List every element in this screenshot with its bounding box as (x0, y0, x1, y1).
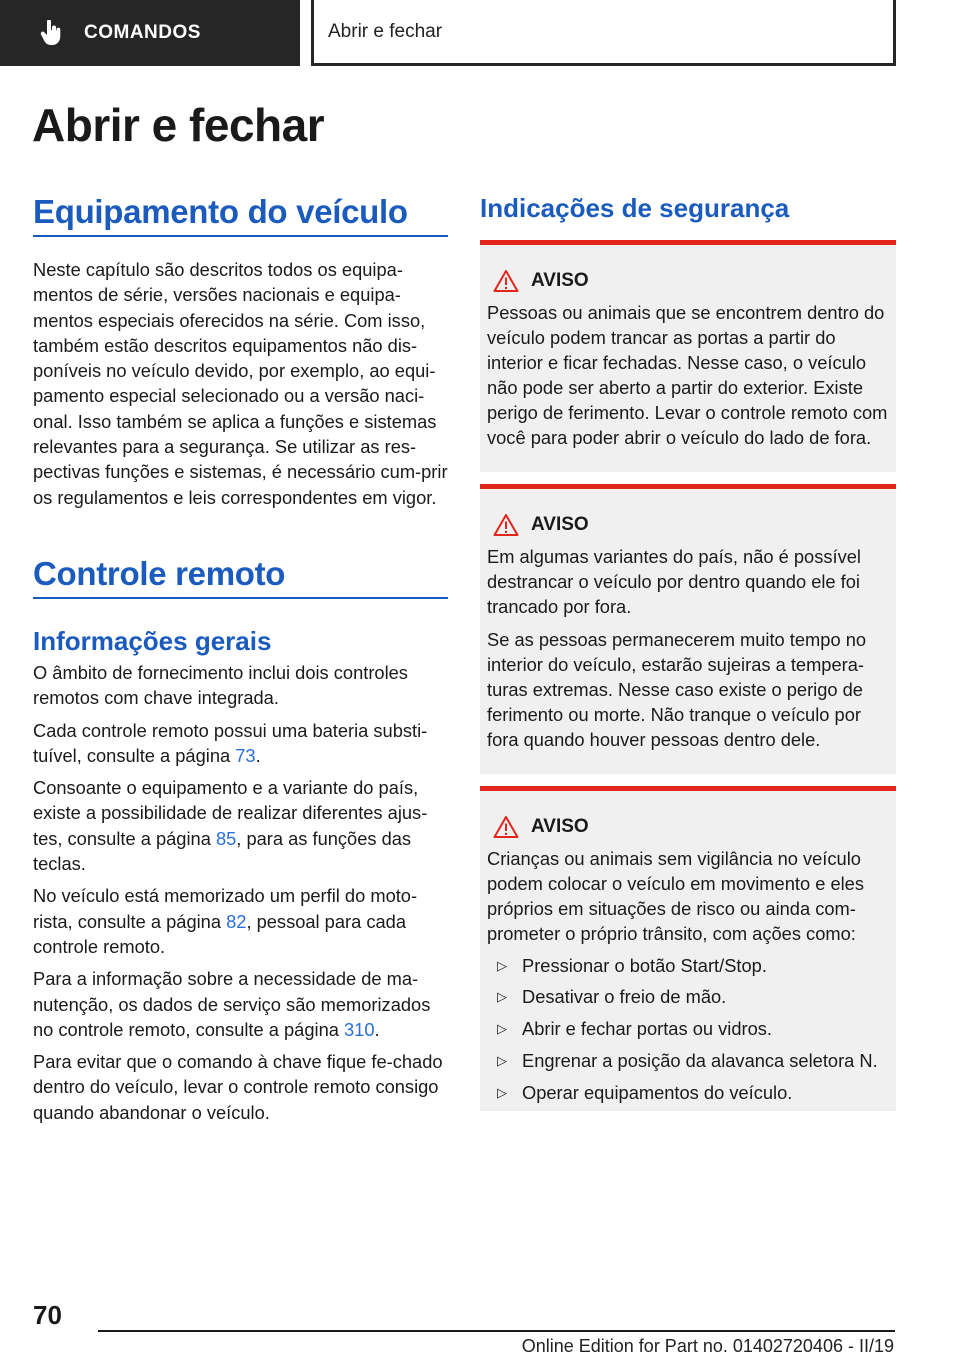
paragraph-profile: No veículo está memorizado um perfil do moto-rista, consulte a página 82, pessoal para cada controle remoto. (33, 885, 418, 957)
page-number: 70 (33, 1300, 62, 1330)
equipment-paragraph: Neste capítulo são descritos todos os equipa-mentos de série, versões nacionais e equipa-mentos especiais oferecidos na série. Com isso, também estão descritos equipamentos não dis-poníveis no veículo devido, por exemplo, ao equi-pamento especial selecionado ou a versão naci-onal. Isso também se aplica a funções e sistemas relevantes para a segurança. Se utilizar as res-pectivas funções e sistemas, é necessário cum-prir os regulamentos e leis correspondentes em vigor. (33, 259, 448, 508)
warning-triangle-icon (493, 513, 519, 537)
footer-rule (98, 1330, 895, 1332)
paragraph-service: Para a informação sobre a necessidade de ma-nutenção, os dados de serviço são memorizados no controle remoto, consulte a página 310. (33, 968, 431, 1040)
bullet-triangle-icon: ▷ (497, 1052, 507, 1068)
paragraph-settings: Consoante o equipamento e a variante do país, existe a possibilidade de realizar diferentes ajus-tes, consulte a página 85, para as funções das teclas. (33, 777, 428, 875)
warning-title: AVISO (531, 816, 589, 837)
page-title: Abrir e fechar (32, 99, 325, 151)
left-column (33, 190, 448, 1125)
list-item: ▷ Desativar o freio de mão. (487, 984, 888, 1009)
page-link-310[interactable]: 310 (343, 1018, 375, 1040)
heading-rule (33, 597, 448, 599)
warning-title: AVISO (531, 270, 589, 291)
heading-equipment: Equipamento do veículo (33, 193, 408, 230)
bullet-triangle-icon: ▷ (497, 989, 507, 1005)
warning-triangle-icon (493, 815, 519, 839)
warning-text: Crianças ou animais sem vigilância no veículo podem colocar o veículo em movimento e eles próprios em situações de risco ou ainda com-prometer o próprio trânsito, com ações como: (487, 848, 864, 944)
warning-box-3 (480, 786, 896, 1111)
page-link-73[interactable]: 73 (235, 744, 256, 766)
page-link-85[interactable]: 85 (215, 827, 237, 849)
list-item: ▷ Engrenar a posição da alavanca seletora N. (487, 1048, 888, 1073)
warning-triangle-icon (493, 269, 519, 293)
list-item: ▷ Operar equipamentos do veículo. (487, 1080, 888, 1105)
paragraph-scope: O âmbito de fornecimento inclui dois controles remotos com chave integrada. (33, 661, 408, 709)
heading-general-info: Informações gerais (33, 625, 272, 656)
bullet-triangle-icon: ▷ (497, 1084, 507, 1100)
heading-rule (33, 235, 448, 237)
heading-remote-control: Controle remoto (33, 554, 286, 592)
bullet-triangle-icon: ▷ (497, 957, 507, 973)
page-link-82[interactable]: 82 (226, 910, 247, 932)
heading-safety: Indicações de segurança (480, 193, 790, 223)
bullet-triangle-icon: ▷ (497, 1021, 507, 1037)
edition-text: Online Edition for Part no. 01402720406 - II/19 (521, 1336, 894, 1356)
warning-text: Pessoas ou animais que se encontrem dentro do veículo podem trancar as portas a partir do interior e ficar fechadas. Nesse caso, o veículo não pode ser aberto a partir do exterior. Existe perigo de ferimento. Levar o controle remoto com você para poder abrir o veículo do lado de fora. (487, 302, 888, 448)
bullet-list (487, 953, 888, 1105)
right-column (480, 190, 896, 1111)
warning-text: Em algumas variantes do país, não é possível destrancar o veículo por dentro quando ele foi trancado por fora. (487, 546, 861, 617)
paragraph-battery: Cada controle remoto possui uma bateria substi-tuível, consulte a página 73. (33, 719, 428, 766)
chapter-label: Abrir e fechar (328, 20, 443, 42)
section-tab (0, 0, 300, 66)
list-item: ▷ Pressionar o botão Start/Stop. (487, 953, 888, 978)
warning-text: Se as pessoas permanecerem muito tempo no interior do veículo, estarão sujeiras a tempera-turas extremas. Nesse caso existe o perigo de ferimento ou morte. Não tranque o veículo por fora quando houver pessoas dentro dele. (487, 629, 867, 750)
chapter-tab (311, 0, 896, 66)
paragraph-lockout: Para evitar que o comando à chave fique fe-chado dentro do veículo, levar o controle remoto consigo quando abandonar o veículo. (33, 1051, 443, 1123)
warning-title: AVISO (531, 514, 589, 535)
warning-box-2 (480, 484, 896, 774)
list-item: ▷ Abrir e fechar portas ou vidros. (487, 1016, 888, 1041)
warning-box-1 (480, 240, 896, 472)
hand-pointer-icon (40, 20, 64, 46)
section-label: COMANDOS (84, 22, 201, 43)
